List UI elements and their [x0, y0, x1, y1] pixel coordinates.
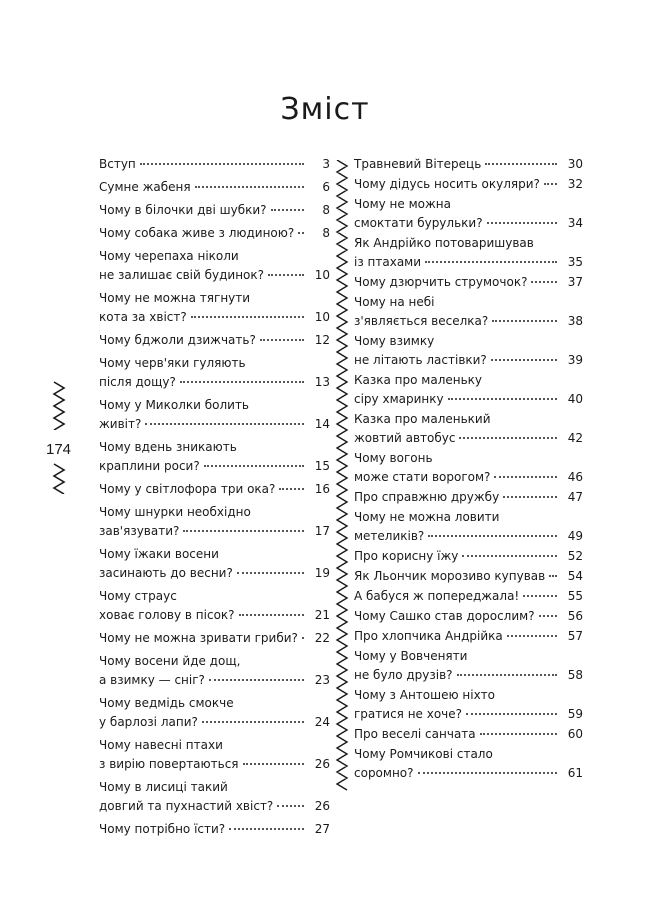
toc-entry: [99, 694, 330, 732]
dot-leader: [237, 571, 304, 574]
toc-entry-title-line: Чому ведмідь смокче: [99, 696, 234, 710]
toc-entry-page: 40: [567, 392, 583, 406]
toc-entry-page: 17: [314, 524, 330, 538]
toc-entry-page: 6: [322, 180, 330, 194]
toc-entry-title-line: Як Андрійко потоваришував: [354, 236, 534, 250]
toc-entry: [354, 273, 583, 292]
dot-leader: [549, 574, 557, 577]
toc-entry: [354, 607, 583, 626]
toc-entry-title-line: Травневий Вітерець: [354, 157, 482, 171]
toc-entry-title-line: у барлозі лапи?: [99, 715, 198, 729]
toc-entry-title-line: Чому в білочки дві шубки?: [99, 203, 267, 217]
toc-entry: [354, 587, 583, 606]
toc-entry-page: 8: [322, 203, 330, 217]
toc-entry-title-line: з вирію повертаються: [99, 757, 239, 771]
toc-entry: [354, 567, 583, 586]
toc-entry-page: 10: [314, 268, 330, 282]
dot-leader: [459, 436, 557, 439]
toc-entry-title-line: Чому собака живе з людиною?: [99, 226, 295, 240]
toc-entry: [99, 201, 330, 220]
toc-entry: [99, 736, 330, 774]
toc-entry-title-line: соромно?: [354, 766, 414, 780]
toc-entry: [354, 293, 583, 331]
toc-entry-title-line: Казка про маленьку: [354, 373, 483, 387]
toc-entry-title-line: Чому навесні птахи: [99, 738, 223, 752]
dot-leader: [531, 280, 557, 283]
toc-entry-title-line: краплини роси?: [99, 459, 200, 473]
toc-entry-title-line: засинають до весни?: [99, 566, 233, 580]
toc-entry-title-line: Про справжню дружбу: [354, 490, 500, 504]
toc-entry-title-line: після дощу?: [99, 375, 176, 389]
toc-right-column: [354, 155, 583, 784]
toc-entry-page: 32: [567, 177, 583, 191]
toc-entry: [354, 745, 583, 783]
dot-leader: [491, 358, 557, 361]
toc-entry-page: 42: [567, 431, 583, 445]
dot-leader: [523, 594, 557, 597]
toc-entry: [99, 289, 330, 327]
dot-leader: [202, 720, 304, 723]
toc-entry-page: 26: [314, 799, 330, 813]
toc-entry-title-line: Чому страус: [99, 589, 177, 603]
toc-entry-title-line: Казка про маленький: [354, 412, 491, 426]
dot-leader: [229, 827, 304, 830]
toc-entry-page: 21: [314, 608, 330, 622]
toc-entry-page: 12: [314, 333, 330, 347]
toc-entry-title-line: Чому у Миколки болить: [99, 398, 249, 412]
toc-entry: [354, 686, 583, 724]
dot-leader: [140, 162, 304, 165]
toc-entry-title-line: смоктати бурульки?: [354, 216, 483, 230]
dot-leader: [268, 273, 304, 276]
dot-leader: [480, 732, 557, 735]
toc-entry-title-line: Чому шнурки необхідно: [99, 505, 251, 519]
toc-entry-page: 22: [314, 631, 330, 645]
dot-leader: [302, 636, 304, 639]
toc-entry-title-line: зав'язувати?: [99, 524, 180, 538]
dot-leader: [204, 464, 304, 467]
toc-entry: [354, 410, 583, 448]
toc-entry: [99, 224, 330, 243]
toc-entry-title-line: а взимку — сніг?: [99, 673, 205, 687]
toc-entry-title-line: Чому потрібно їсти?: [99, 822, 226, 836]
toc-entry-title-line: сіру хмаринку: [354, 392, 444, 406]
toc-entry: [99, 503, 330, 541]
toc-entry-page: 54: [567, 569, 583, 583]
toc-entry-title-line: не залишає свій будинок?: [99, 268, 264, 282]
toc-entry-page: 47: [567, 490, 583, 504]
toc-entry-page: 10: [314, 310, 330, 324]
dot-leader: [418, 771, 557, 774]
toc-entry: [99, 331, 330, 350]
dot-leader: [271, 208, 304, 211]
dot-leader: [145, 422, 304, 425]
toc-entry-page: 13: [314, 375, 330, 389]
dot-leader: [485, 162, 557, 165]
toc-entry-title-line: Про корисну їжу: [354, 549, 459, 563]
page-title: Зміст: [280, 92, 370, 127]
dot-leader: [466, 712, 557, 715]
toc-entry-page: 60: [567, 727, 583, 741]
toc-entry-title-line: не було друзів?: [354, 668, 453, 682]
zigzag-ornament-bottom: [52, 462, 66, 494]
toc-entry-title-line: Чому бджоли дзижчать?: [99, 333, 256, 347]
toc-entry-page: 38: [567, 314, 583, 328]
toc-entry-page: 46: [567, 470, 583, 484]
toc-entry-page: 14: [314, 417, 330, 431]
toc-entry-page: 57: [567, 629, 583, 643]
toc-entry-title-line: Чому у Вовченяти: [354, 649, 468, 663]
toc-entry-page: 15: [314, 459, 330, 473]
toc-entry: [354, 725, 583, 744]
page-number: 174: [46, 441, 72, 458]
toc-entry-title-line: А бабуся ж попереджала!: [354, 589, 520, 603]
toc-entry: [354, 234, 583, 272]
dot-leader: [544, 182, 557, 185]
toc-entry-page: 61: [567, 766, 583, 780]
toc-entry-page: 30: [567, 157, 583, 171]
toc-entry-page: 39: [567, 353, 583, 367]
toc-entry-title-line: Чому взимку: [354, 334, 435, 348]
toc-entry: [354, 547, 583, 566]
toc-entry-title-line: Чому з Антошею ніхто: [354, 688, 496, 702]
toc-entry-page: 56: [567, 609, 583, 623]
toc-entry-page: 24: [314, 715, 330, 729]
toc-entry-title-line: Чому не можна зривати гриби?: [99, 631, 298, 645]
toc-entry: [354, 488, 583, 507]
dot-leader: [279, 487, 304, 490]
toc-entry-title-line: метеликів?: [354, 529, 425, 543]
toc-entry-title-line: ховає голову в пісок?: [99, 608, 235, 622]
toc-entry: [99, 178, 330, 197]
dot-leader: [428, 534, 557, 537]
toc-entry-page: 58: [567, 668, 583, 682]
toc-entry: [99, 438, 330, 476]
toc-left-column: [99, 155, 330, 843]
toc-entry-title-line: Чому дзюрчить струмочок?: [354, 275, 528, 289]
toc-entry-title-line: Чому вогонь: [354, 451, 433, 465]
toc-entry-title-line: Чому восени йде дощ,: [99, 654, 241, 668]
dot-leader: [503, 495, 557, 498]
zigzag-ornament-top: [52, 380, 66, 430]
toc-entry-title-line: живіт?: [99, 417, 142, 431]
dot-leader: [487, 221, 557, 224]
toc-entry-title-line: із птахами: [354, 255, 422, 269]
toc-entry: [99, 247, 330, 285]
toc-entry-title-line: Чому черв'яки гуляють: [99, 356, 246, 370]
dot-leader: [209, 678, 304, 681]
toc-entry: [354, 647, 583, 685]
toc-entry-page: 8: [322, 226, 330, 240]
toc-entry-title-line: може стати ворогом?: [354, 470, 491, 484]
toc-entry-title-line: Чому їжаки восени: [99, 547, 219, 561]
toc-entry-title-line: Про веселі санчата: [354, 727, 476, 741]
toc-entry-page: 3: [322, 157, 330, 171]
toc-entry: [99, 354, 330, 392]
toc-entry-page: 19: [314, 566, 330, 580]
toc-entry-title-line: Чому не можна тягнути: [99, 291, 251, 305]
toc-entry-title-line: довгий та пухнастий хвіст?: [99, 799, 274, 813]
toc-entry-page: 16: [314, 482, 330, 496]
toc-entry-page: 52: [567, 549, 583, 563]
toc-entry-page: 27: [314, 822, 330, 836]
toc-entry-page: 34: [567, 216, 583, 230]
dot-leader: [180, 380, 304, 383]
toc-entry-title-line: Чому Сашко став дорослим?: [354, 609, 535, 623]
dot-leader: [243, 762, 304, 765]
toc-entry: [354, 195, 583, 233]
toc-entry: [99, 587, 330, 625]
toc-entry-title-line: з'являється веселка?: [354, 314, 489, 328]
dot-leader: [425, 260, 557, 263]
toc-entry-title-line: Як Льончик морозиво купував: [354, 569, 546, 583]
dot-leader: [239, 613, 304, 616]
dot-leader: [457, 673, 557, 676]
dot-leader: [448, 397, 557, 400]
toc-entry-title-line: кота за хвіст?: [99, 310, 187, 324]
toc-entry: [354, 175, 583, 194]
dot-leader: [191, 315, 304, 318]
toc-entry: [354, 371, 583, 409]
toc-entry-page: 59: [567, 707, 583, 721]
toc-entry: [99, 778, 330, 816]
column-divider-zigzag: [335, 160, 349, 800]
toc-entry-title-line: Чому черепаха ніколи: [99, 249, 239, 263]
toc-entry-title-line: Чому не можна ловити: [354, 510, 500, 524]
toc-entry: [354, 332, 583, 370]
toc-entry-title-line: Вступ: [99, 157, 136, 171]
toc-entry: [99, 396, 330, 434]
toc-entry: [354, 627, 583, 646]
toc-entry-title-line: гратися не хоче?: [354, 707, 463, 721]
toc-entry: [99, 820, 330, 839]
toc-entry-page: 55: [567, 589, 583, 603]
toc-entry: [354, 155, 583, 174]
toc-entry: [99, 480, 330, 499]
toc-entry: [99, 545, 330, 583]
toc-entry-title-line: Чому у світлофора три ока?: [99, 482, 276, 496]
toc-entry-title-line: Чому вдень зникають: [99, 440, 237, 454]
toc-entry: [354, 508, 583, 546]
dot-leader: [183, 529, 304, 532]
dot-leader: [492, 319, 557, 322]
dot-leader: [507, 634, 557, 637]
toc-entry-title-line: жовтий автобус: [354, 431, 456, 445]
dot-leader: [195, 185, 304, 188]
toc-entry-title-line: Чому Ромчикові стало: [354, 747, 493, 761]
toc-entry-title-line: Чому дідусь носить окуляри?: [354, 177, 540, 191]
toc-entry-page: 35: [567, 255, 583, 269]
toc-entry-title-line: Чому не можна: [354, 197, 451, 211]
toc-entry: [99, 155, 330, 174]
toc-entry-page: 26: [314, 757, 330, 771]
toc-entry-title-line: Чому на небі: [354, 295, 435, 309]
toc-entry-page: 49: [567, 529, 583, 543]
toc-entry-title-line: Сумне жабеня: [99, 180, 191, 194]
dot-leader: [462, 554, 557, 557]
dot-leader: [277, 804, 304, 807]
toc-entry: [99, 652, 330, 690]
toc-entry-title-line: Про хлопчика Андрійка: [354, 629, 503, 643]
toc-entry-page: 23: [314, 673, 330, 687]
toc-entry: [354, 449, 583, 487]
toc-entry-page: 37: [567, 275, 583, 289]
dot-leader: [494, 475, 557, 478]
dot-leader: [539, 614, 557, 617]
dot-leader: [260, 338, 304, 341]
dot-leader: [298, 231, 304, 234]
toc-entry-title-line: Чому в лисиці такий: [99, 780, 228, 794]
toc-entry: [99, 629, 330, 648]
toc-entry-title-line: не літають ластівки?: [354, 353, 487, 367]
